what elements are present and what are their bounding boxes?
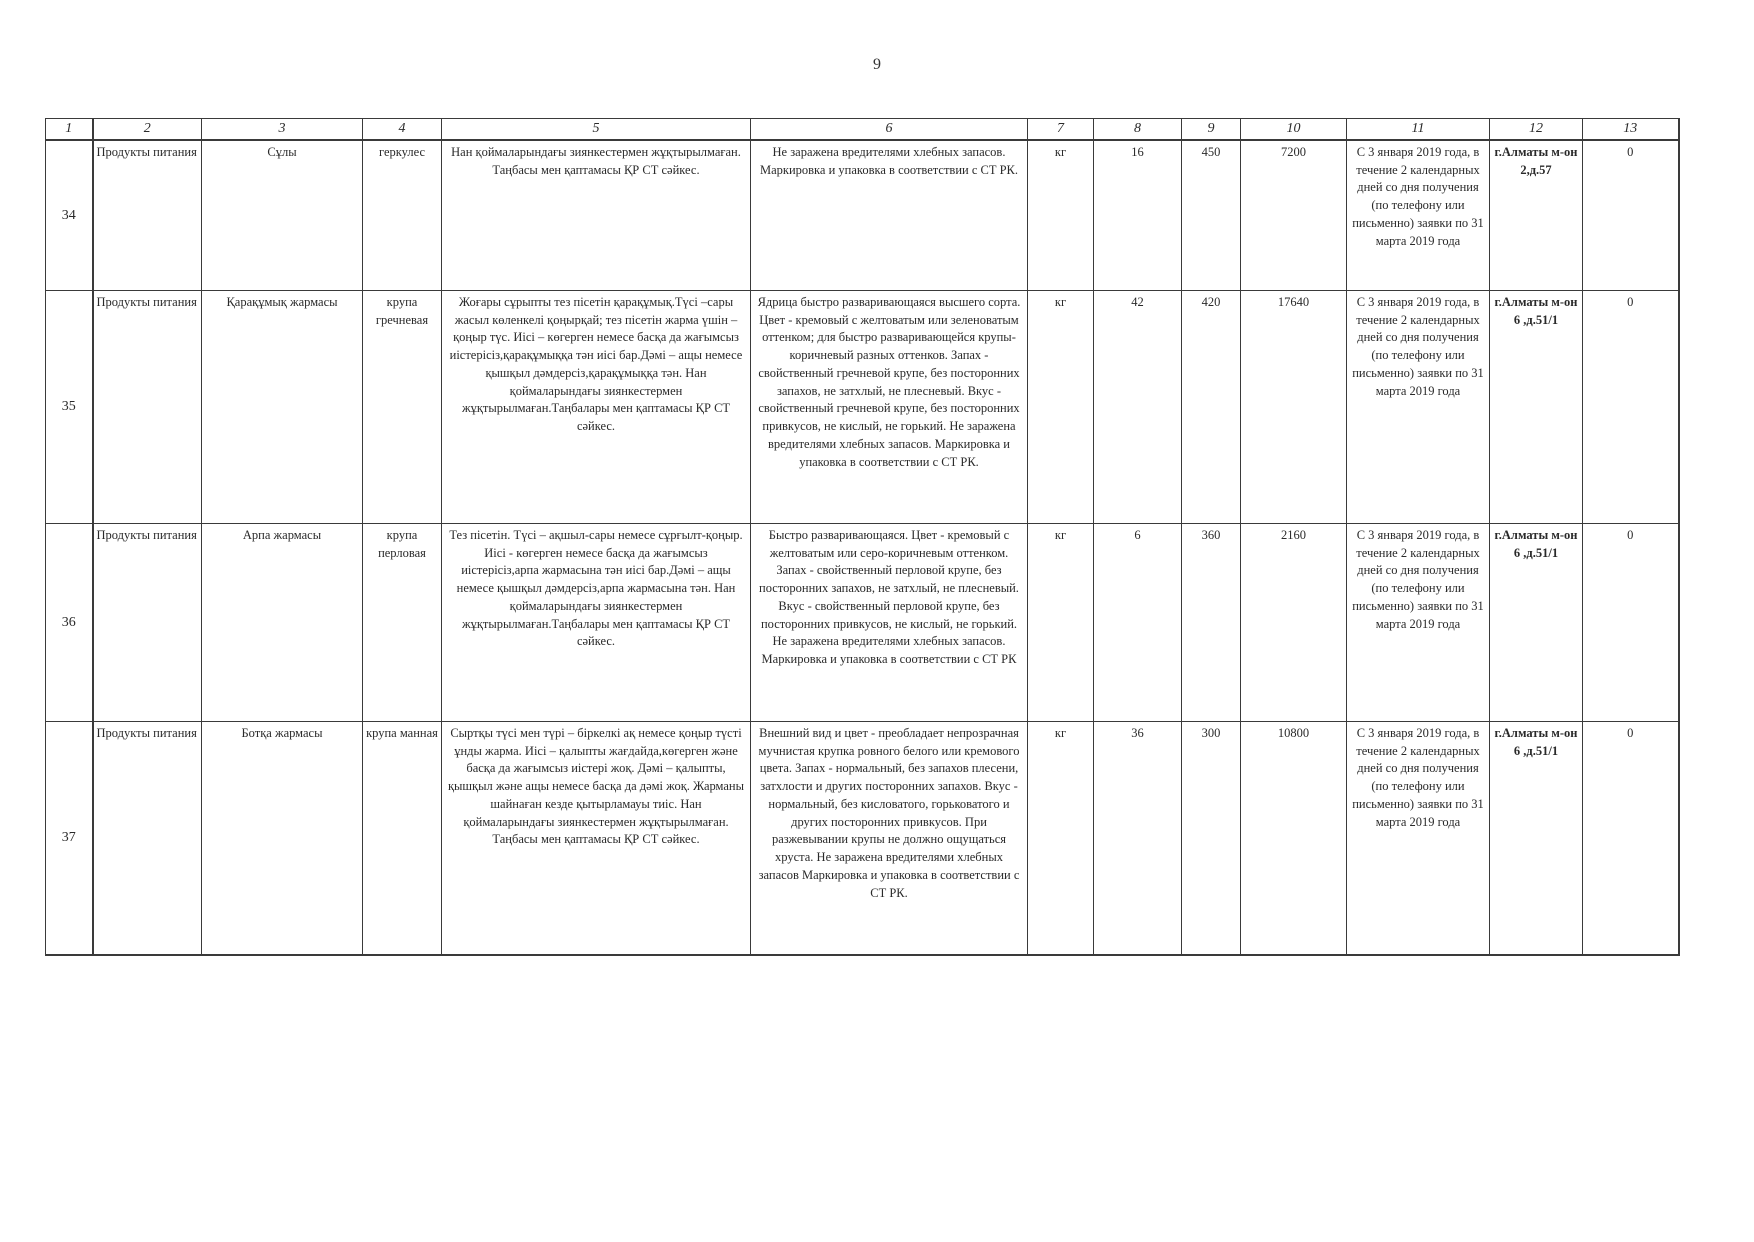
delivery-term-cell: С 3 января 2019 года, в течение 2 календарных дней со дня получения (по телефону или письменно) заявки по 31 марта 2019 года [1347,523,1490,721]
row-number: 37 [46,721,93,955]
col-header-6: 6 [751,119,1028,140]
col-header-5: 5 [442,119,751,140]
delivery-term-cell: С 3 января 2019 года, в течение 2 календарных дней со дня получения (по телефону или письменно) заявки по 31 марта 2019 года [1347,140,1490,291]
sum-cell: 10800 [1241,721,1347,955]
row-number: 35 [46,290,93,523]
col-header-10: 10 [1241,119,1347,140]
row-number: 34 [46,140,93,291]
unit-cell: кг [1028,721,1094,955]
description-kz-cell: Сыртқы түсі мен түрі – біркелкі ақ немесе қоңыр түсті ұнды жарма. Иісі – қалыпты жағдайда,көгерген және басқа да жағымсыз иістері жоқ. Дәмі – қалыпты, қышқыл және ащы немесе басқа да дәмі жоқ. Жарманы шайнаған кезде қытырламауы тиіс. Нан қоймаларындағы зиянкестермен жұқтырылмаған. Таңбасы мен қаптамасы ҚР СТ сәйкес. [442,721,751,955]
delivery-place-cell: г.Алматы м-он 2,д.57 [1490,140,1583,291]
table-row [46,140,1679,291]
col-header-9: 9 [1182,119,1241,140]
unit-cell: кг [1028,140,1094,291]
row-number: 36 [46,523,93,721]
name-kz-cell: Ботқа жармасы [202,721,363,955]
delivery-place-cell: г.Алматы м-он 6 ,д.51/1 [1490,290,1583,523]
col-header-1: 1 [46,119,93,140]
description-kz-cell: Тез пісетін. Түсі – ақшыл-сары немесе сұрғылт-қоңыр. Иісі - көгерген немесе басқа да жағымсыз иістерісіз,арпа жармасына тән иісі бар.Дәмі – ащы немесе қышқыл дәмдерсіз,арпа жармасына тән. Нан қоймаларындағы зиянкестермен жұқтырылмаған.Таңбалары мен қаптамасы ҚР СТ сәйкес. [442,523,751,721]
name-ru-cell: крупа манная [363,721,442,955]
name-ru-cell: геркулес [363,140,442,291]
sum-cell: 2160 [1241,523,1347,721]
quantity-cell: 16 [1094,140,1182,291]
description-ru-cell: Ядрица быстро разваривающаяся высшего сорта. Цвет - кремовый с желтоватым или зеленоватым оттенком; для быстро разваривающейся крупы- коричневый разных оттенков. Запах - свойственный гречневой крупе, без посторонних запахов, не затхлый, не плесневый. Вкус - свойственный гречневой крупе, без посторонних привкусов, не кислый, не горький. Не заражена вредителями хлебных запасов. Маркировка и упаковка в соответствии с СТ РК. [751,290,1028,523]
col-header-2: 2 [93,119,202,140]
table-row [46,721,1679,955]
col-header-13: 13 [1583,119,1679,140]
price-cell: 420 [1182,290,1241,523]
name-kz-cell: Қарақұмық жармасы [202,290,363,523]
category-cell: Продукты питания [93,140,202,291]
delivery-place-cell: г.Алматы м-он 6 ,д.51/1 [1490,721,1583,955]
delivery-term-cell: С 3 января 2019 года, в течение 2 календарных дней со дня получения (по телефону или письменно) заявки по 31 марта 2019 года [1347,290,1490,523]
quantity-cell: 6 [1094,523,1182,721]
col-header-8: 8 [1094,119,1182,140]
delivery-term-cell: С 3 января 2019 года, в течение 2 календарных дней со дня получения (по телефону или письменно) заявки по 31 марта 2019 года [1347,721,1490,955]
advance-cell: 0 [1583,523,1679,721]
sum-cell: 17640 [1241,290,1347,523]
col-header-7: 7 [1028,119,1094,140]
name-kz-cell: Сұлы [202,140,363,291]
name-ru-cell: крупа перловая [363,523,442,721]
name-ru-cell: крупа гречневая [363,290,442,523]
category-cell: Продукты питания [93,523,202,721]
description-ru-cell: Быстро разваривающаяся. Цвет - кремовый с желтоватым или серо-коричневым оттенком. Запах - свойственный перловой крупе, без посторонних запахов, не затхлый, не плесневый. Вкус - свойственный перловой крупе, без посторонних привкусов, не кислый, не горький. Не заражена вредителями хлебных запасов. Маркировка и упаковка в соответствии с СТ РК [751,523,1028,721]
table-row [46,290,1679,523]
delivery-place-cell: г.Алматы м-он 6 ,д.51/1 [1490,523,1583,721]
description-kz-cell: Жоғары сұрыпты тез пісетін қарақұмық.Түсі –сары жасыл көленкелі қоңырқай; тез пісетін жарма үшін – қоңыр түс. Иісі – көгерген немесе басқа да жағымсыз иістерісіз,қарақұмыққа тән иісі бар.Дәмі – ащы немесе қышқыл дәмдерсіз,қарақұмыққа тән. Нан қоймаларындағы зиянкестермен жұқтырылмаған.Таңбалары мен қаптамасы ҚР СТ сәйкес. [442,290,751,523]
quantity-cell: 36 [1094,721,1182,955]
col-header-11: 11 [1347,119,1490,140]
description-ru-cell: Не заражена вредителями хлебных запасов. Маркировка и упаковка в соответствии с СТ РК. [751,140,1028,291]
sum-cell: 7200 [1241,140,1347,291]
price-cell: 450 [1182,140,1241,291]
name-kz-cell: Арпа жармасы [202,523,363,721]
col-header-3: 3 [202,119,363,140]
quantity-cell: 42 [1094,290,1182,523]
price-cell: 360 [1182,523,1241,721]
category-cell: Продукты питания [93,290,202,523]
table-row [46,523,1679,721]
advance-cell: 0 [1583,721,1679,955]
advance-cell: 0 [1583,290,1679,523]
procurement-table [45,118,1680,956]
col-header-4: 4 [363,119,442,140]
unit-cell: кг [1028,523,1094,721]
advance-cell: 0 [1583,140,1679,291]
col-header-12: 12 [1490,119,1583,140]
price-cell: 300 [1182,721,1241,955]
description-ru-cell: Внешний вид и цвет - преобладает непрозрачная мучнистая крупка ровного белого или кремового цвета. Запах - нормальный, без запахов плесени, затхлости и других посторонних запахов. Вкус - нормальный, без кисловатого, горьковатого и других посторонних привкусов. При разжевывании крупы не должно ощущаться хруста. Не заражена вредителями хлебных запасов Маркировка и упаковка в соответствии с СТ РК. [751,721,1028,955]
category-cell: Продукты питания [93,721,202,955]
unit-cell: кг [1028,290,1094,523]
description-kz-cell: Нан қоймаларындағы зиянкестермен жұқтырылмаған. Таңбасы мен қаптамасы ҚР СТ сәйкес. [442,140,751,291]
page-number: 9 [873,56,881,73]
header-row [46,119,1679,140]
